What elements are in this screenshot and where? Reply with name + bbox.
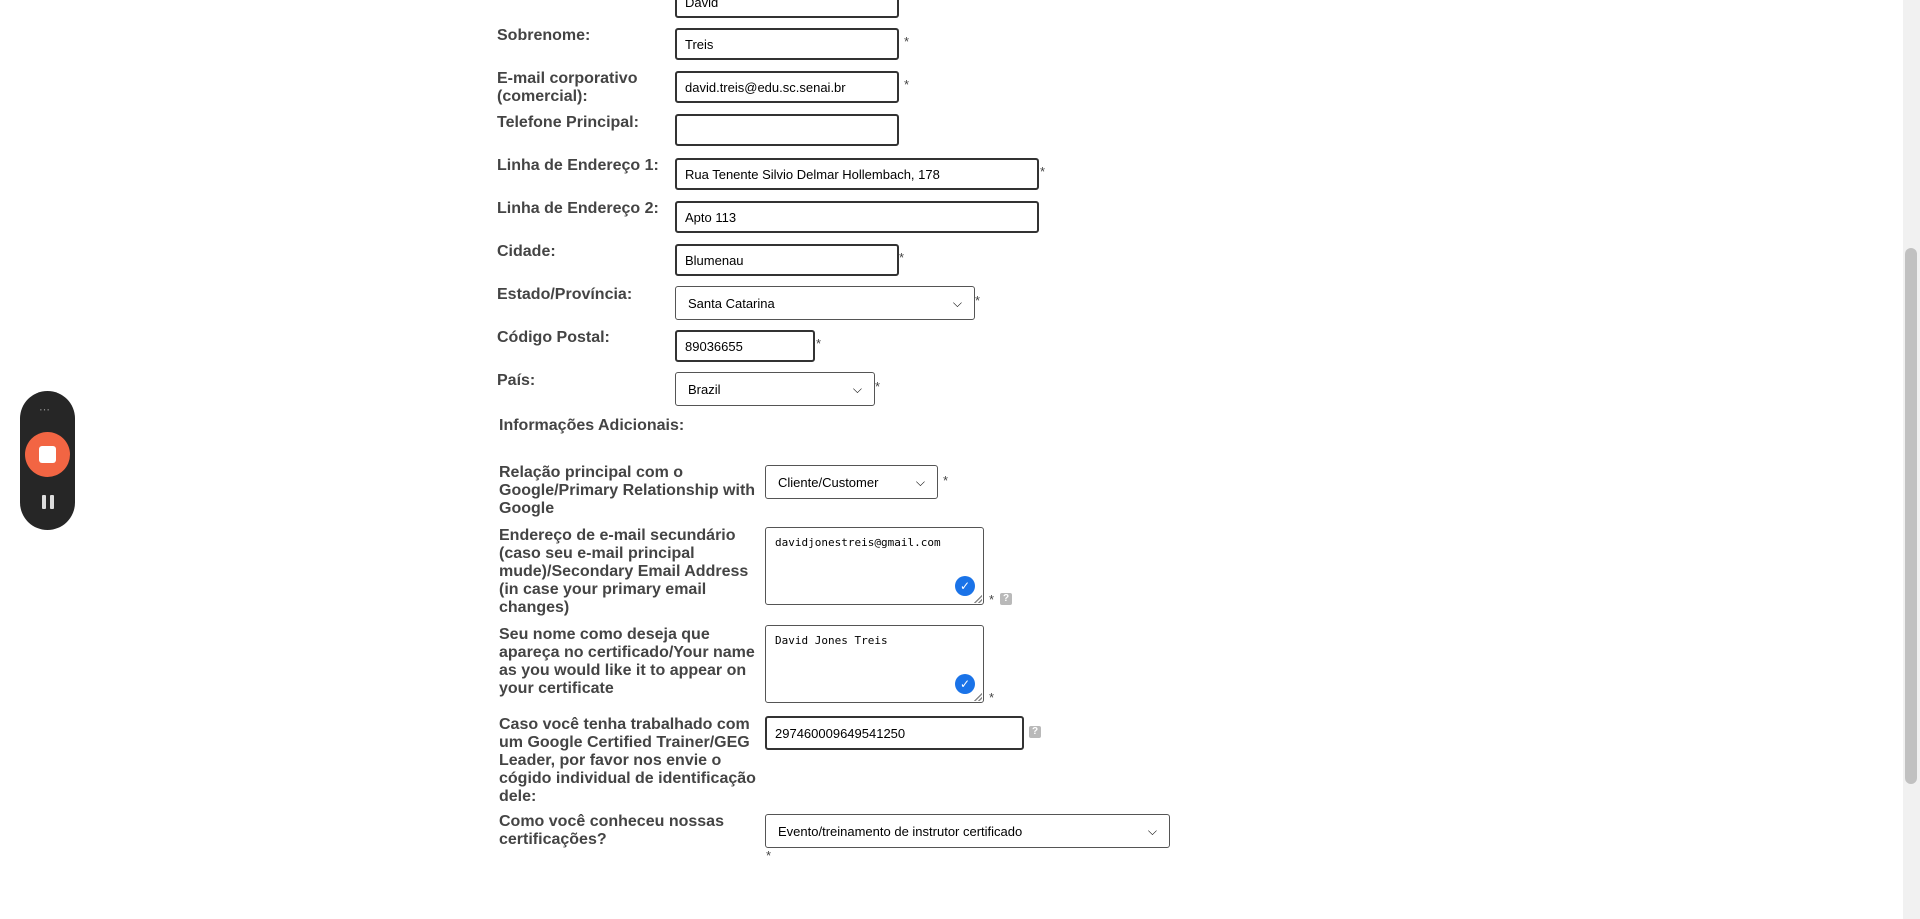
chevron-down-icon: ⌵ xyxy=(852,381,862,396)
scrollbar-thumb[interactable] xyxy=(1905,248,1917,784)
country-select-value: Brazil xyxy=(688,381,721,397)
resize-grip-icon[interactable] xyxy=(974,693,982,701)
first-name-input[interactable] xyxy=(675,0,899,18)
postal-input[interactable] xyxy=(675,330,815,362)
how-heard-select[interactable] xyxy=(765,814,1170,848)
pause-icon-bar-right xyxy=(50,495,54,509)
certificate-name-textarea[interactable] xyxy=(765,625,984,703)
required-mark: * xyxy=(766,848,772,863)
secondary-email-value: davidjonestreis@gmail.com xyxy=(775,536,941,549)
chevron-down-icon: ⌵ xyxy=(952,295,962,310)
postal-label: Código Postal: xyxy=(497,329,610,346)
additional-info-heading: Informações Adicionais: xyxy=(499,417,685,434)
help-icon[interactable]: ? xyxy=(1029,726,1041,738)
country-label: País: xyxy=(497,372,536,389)
how-heard-select-value: Evento/treinamento de instrutor certificado xyxy=(778,823,1023,839)
resize-grip-icon[interactable] xyxy=(974,595,982,603)
state-label: Estado/Província: xyxy=(497,286,633,303)
address2-label: Linha de Endereço 2: xyxy=(497,200,659,217)
secondary-email-textarea[interactable] xyxy=(765,527,984,605)
pause-icon-bar-left xyxy=(42,495,46,509)
chevron-down-icon: ⌵ xyxy=(915,474,925,489)
stop-icon xyxy=(39,446,56,463)
required-mark: * xyxy=(899,250,905,265)
required-mark: * xyxy=(904,34,910,49)
check-icon: ✓ xyxy=(955,674,975,694)
state-select-value: Santa Catarina xyxy=(688,295,775,311)
screen-recorder-widget xyxy=(20,391,75,530)
help-icon[interactable]: ? xyxy=(1000,593,1012,605)
relationship-select-value: Cliente/Customer xyxy=(778,474,879,490)
address2-input[interactable] xyxy=(675,201,1039,233)
required-mark: * xyxy=(989,690,995,705)
city-label: Cidade: xyxy=(497,243,556,260)
secondary-email-label: Endereço de e-mail secundário (caso seu e-mail principal mude)/Secondary Email Address (in case your primary email changes) xyxy=(499,527,749,616)
address1-label: Linha de Endereço 1: xyxy=(497,157,659,174)
stop-recording-button[interactable] xyxy=(25,432,70,477)
country-select[interactable] xyxy=(675,372,875,406)
city-input[interactable] xyxy=(675,244,899,276)
how-heard-label: Como você conheceu nossas certificações? xyxy=(499,813,724,848)
last-name-label: Sobrenome: xyxy=(497,27,591,44)
last-name-input[interactable] xyxy=(675,28,899,60)
phone-input[interactable] xyxy=(675,114,899,146)
page-scrollbar[interactable] xyxy=(1903,0,1920,919)
email-label-line1: E-mail corporativo xyxy=(497,70,638,87)
check-icon: ✓ xyxy=(955,576,975,596)
phone-label: Telefone Principal: xyxy=(497,114,639,131)
required-mark: * xyxy=(1040,164,1046,179)
required-mark: * xyxy=(975,293,981,308)
relationship-select[interactable] xyxy=(765,465,938,499)
email-label-line2: (comercial): xyxy=(497,88,588,105)
trainer-id-label: Caso você tenha trabalhado com um Google Certified Trainer/GEG Leader, por favor nos envie o cógido individual de identificação dele: xyxy=(499,716,756,805)
required-mark: * xyxy=(904,77,910,92)
required-mark: * xyxy=(943,473,949,488)
email-label xyxy=(497,70,637,106)
required-mark: * xyxy=(989,592,995,607)
certificate-name-label: Seu nome como deseja que apareça no certificado/Your name as you would like it to appear on your certificate xyxy=(499,626,755,697)
address1-input[interactable] xyxy=(675,158,1039,190)
pause-button[interactable] xyxy=(40,494,56,510)
state-select[interactable] xyxy=(675,286,975,320)
certificate-name-value: David Jones Treis xyxy=(775,634,888,647)
trainer-id-input[interactable] xyxy=(765,716,1024,750)
relationship-label: Relação principal com o Google/Primary Relationship with Google xyxy=(499,464,756,517)
required-mark: * xyxy=(816,336,822,351)
email-input[interactable] xyxy=(675,71,899,103)
drag-handle-icon[interactable]: ⋯ xyxy=(39,404,51,416)
required-mark: * xyxy=(875,379,881,394)
chevron-down-icon: ⌵ xyxy=(1147,823,1157,838)
